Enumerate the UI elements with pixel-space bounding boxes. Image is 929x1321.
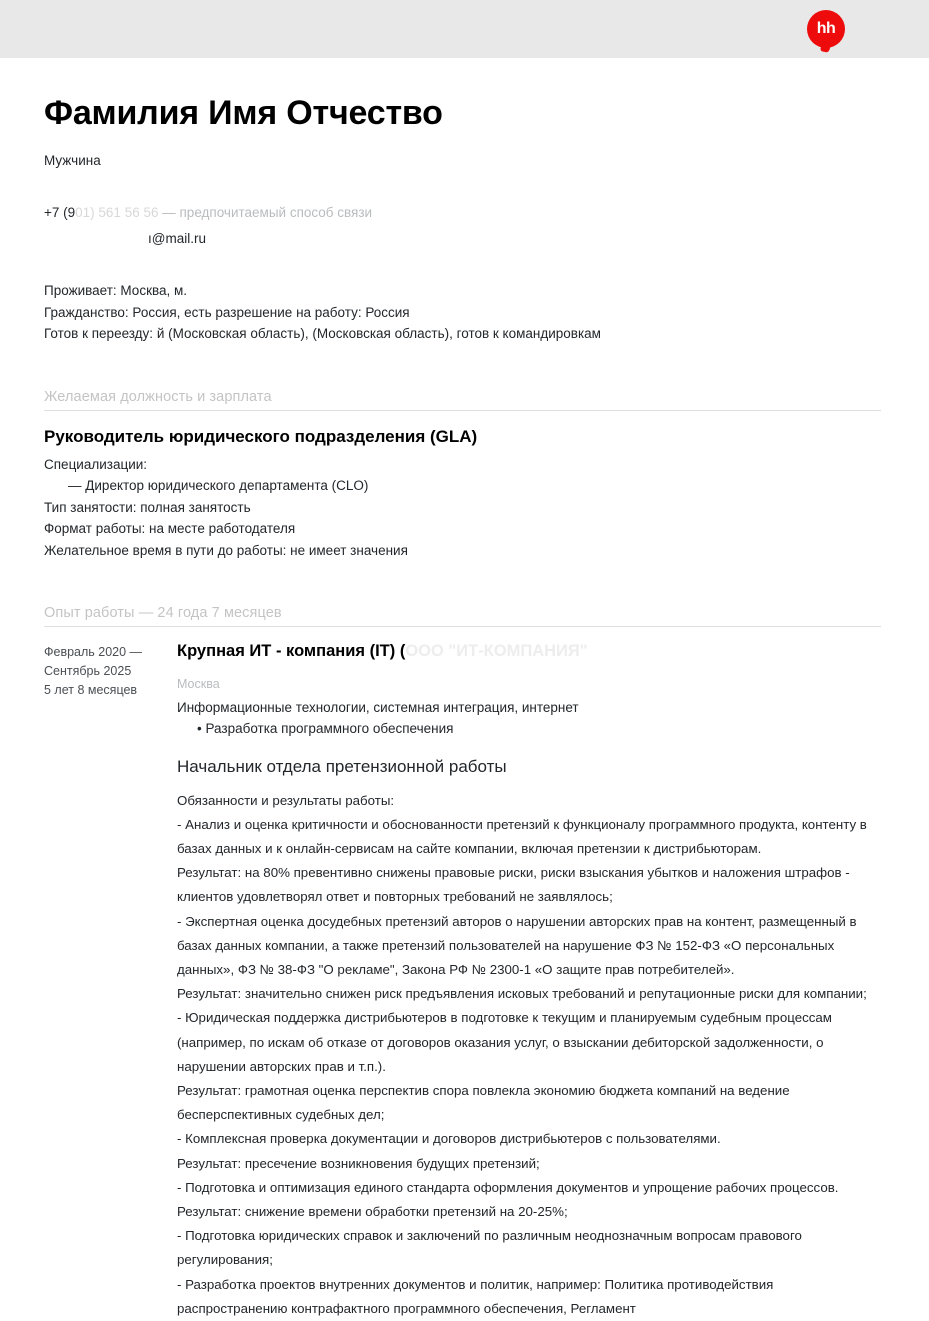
specializations-label: Специализации:	[44, 456, 148, 472]
experience-entry	[44, 641, 881, 1321]
page-title: Фамилия Имя Отчество	[44, 94, 443, 132]
company-city: Москва	[177, 676, 220, 691]
duties-block	[177, 789, 881, 1321]
experience-body	[177, 641, 881, 1321]
relocation-prefix: Готов к переезду:	[44, 326, 157, 342]
duty-paragraph: - Разработка проектов внутренних документов и политик, например: Политика противодействия распространению контрафактного программного обеспечения, Регламент	[177, 1276, 774, 1316]
contacts-block	[44, 200, 881, 252]
email-line[interactable]: ı@mail.ru	[148, 231, 206, 247]
citizenship-line: Гражданство: Россия, есть разрешение на работу: Россия	[44, 304, 410, 320]
section-title-experience: Опыт работы — 24 года 7 месяцев	[44, 605, 881, 627]
duty-paragraph: - Экспертная оценка досудебных претензий авторов о нарушении авторских прав на контент, размещенный в базах данных компании, а также претензий пользователей на нарушение ФЗ № 152-ФЗ «О персональных данных», ФЗ № 38-ФЗ "О рекламе", Закона РФ № 2300-1 «О защите прав потребителей».	[177, 913, 857, 977]
company-name-redacted: ООО "ИТ-КОМПАНИЯ"	[405, 642, 588, 661]
personal-block	[44, 280, 881, 345]
duty-paragraph: Результат: на 80% превентивно снижены правовые риски, риски взыскания убытков и наложения штрафов - клиентов удовлетворял ответ и повторных требований не заявлялось;	[177, 865, 850, 905]
desired-job-title: Руководитель юридического подразделения (GLA)	[44, 426, 478, 446]
phone-line	[44, 200, 881, 226]
duty-paragraph: - Юридическая поддержка дистрибьютеров в подготовке к текущим и планируемым судебным процессам (например, по искам об отказе от договоров оказания услуг, о взыскании дебиторской задолженности, о нарушении авторских прав и т.п.).	[177, 1010, 832, 1074]
specialization-item: — Директор юридического департамента (CLO)	[68, 478, 369, 494]
top-bar	[0, 0, 929, 58]
relocation-mid2: (Московская область), готов к командировкам	[312, 326, 601, 342]
phone-note: — предпочитаемый способ связи	[162, 205, 373, 221]
experience-date-end: Сентябрь 2025	[44, 664, 132, 679]
work-format-line: Формат работы: на месте работодателя	[44, 521, 296, 537]
relocation-line	[44, 323, 881, 345]
duty-paragraph: - Анализ и оценка критичности и обоснованности претензий к функционалу программного продукта, контенту в базах данных и к онлайн-сервисам на сайте компании, включая претензии к дистрибьюторам.	[177, 816, 867, 856]
desired-position-section	[44, 389, 881, 562]
duty-paragraph: - Подготовка и оптимизация единого стандарта оформления документов и упрощение рабочих процессов.	[177, 1179, 839, 1195]
duty-paragraph: Результат: грамотная оценка перспектив спора повлекла экономию бюджета компаний на ведение бесперспективных судебных дел;	[177, 1082, 790, 1123]
experience-dates	[44, 641, 177, 1321]
duty-paragraph: Обязанности и результаты работы:	[177, 792, 395, 808]
hh-logo-icon[interactable]	[807, 10, 845, 48]
section-title-desired: Желаемая должность и зарплата	[44, 389, 881, 411]
position-title: Начальник отдела претензионной работы	[177, 756, 507, 776]
residence-line: Проживает: Москва, м.	[44, 283, 188, 299]
duty-paragraph: Результат: значительно снижен риск предъявления исковых требований и репутационные риски для компании;	[177, 986, 867, 1002]
commute-line: Желательное время в пути до работы: не имеет значения	[44, 542, 408, 558]
company-name	[177, 641, 881, 662]
relocation-mid1: й (Московская область),	[156, 326, 313, 342]
company-name-visible: Крупная ИТ - компания (IT) (	[177, 642, 406, 661]
duty-paragraph: - Комплексная проверка документации и договоров дистрибьютеров с пользователями.	[177, 1131, 721, 1147]
phone-visible: +7 (9	[44, 205, 76, 221]
experience-section	[44, 605, 881, 1321]
gender-label: Мужчина	[44, 153, 101, 169]
experience-date-start: Февраль 2020 —	[44, 645, 143, 660]
company-industry: Информационные технологии, системная интеграция, интернет	[177, 699, 579, 715]
resume-page	[0, 94, 929, 1321]
duty-paragraph: Результат: пресечение возникновения будущих претензий;	[177, 1155, 540, 1171]
duty-paragraph: - Подготовка юридических справок и заключений по различным неоднозначным вопросам правового регулирования;	[177, 1228, 802, 1268]
employment-type-line: Тип занятости: полная занятость	[44, 499, 251, 515]
company-industry-sub: • Разработка программного обеспечения	[197, 720, 454, 736]
experience-duration: 5 лет 8 месяцев	[44, 683, 138, 698]
duty-paragraph: Результат: снижение времени обработки претензий на 20-25%;	[177, 1203, 568, 1219]
hh-logo-label: hh	[816, 20, 836, 37]
phone-redacted: 01) 561 56 56	[75, 205, 159, 221]
